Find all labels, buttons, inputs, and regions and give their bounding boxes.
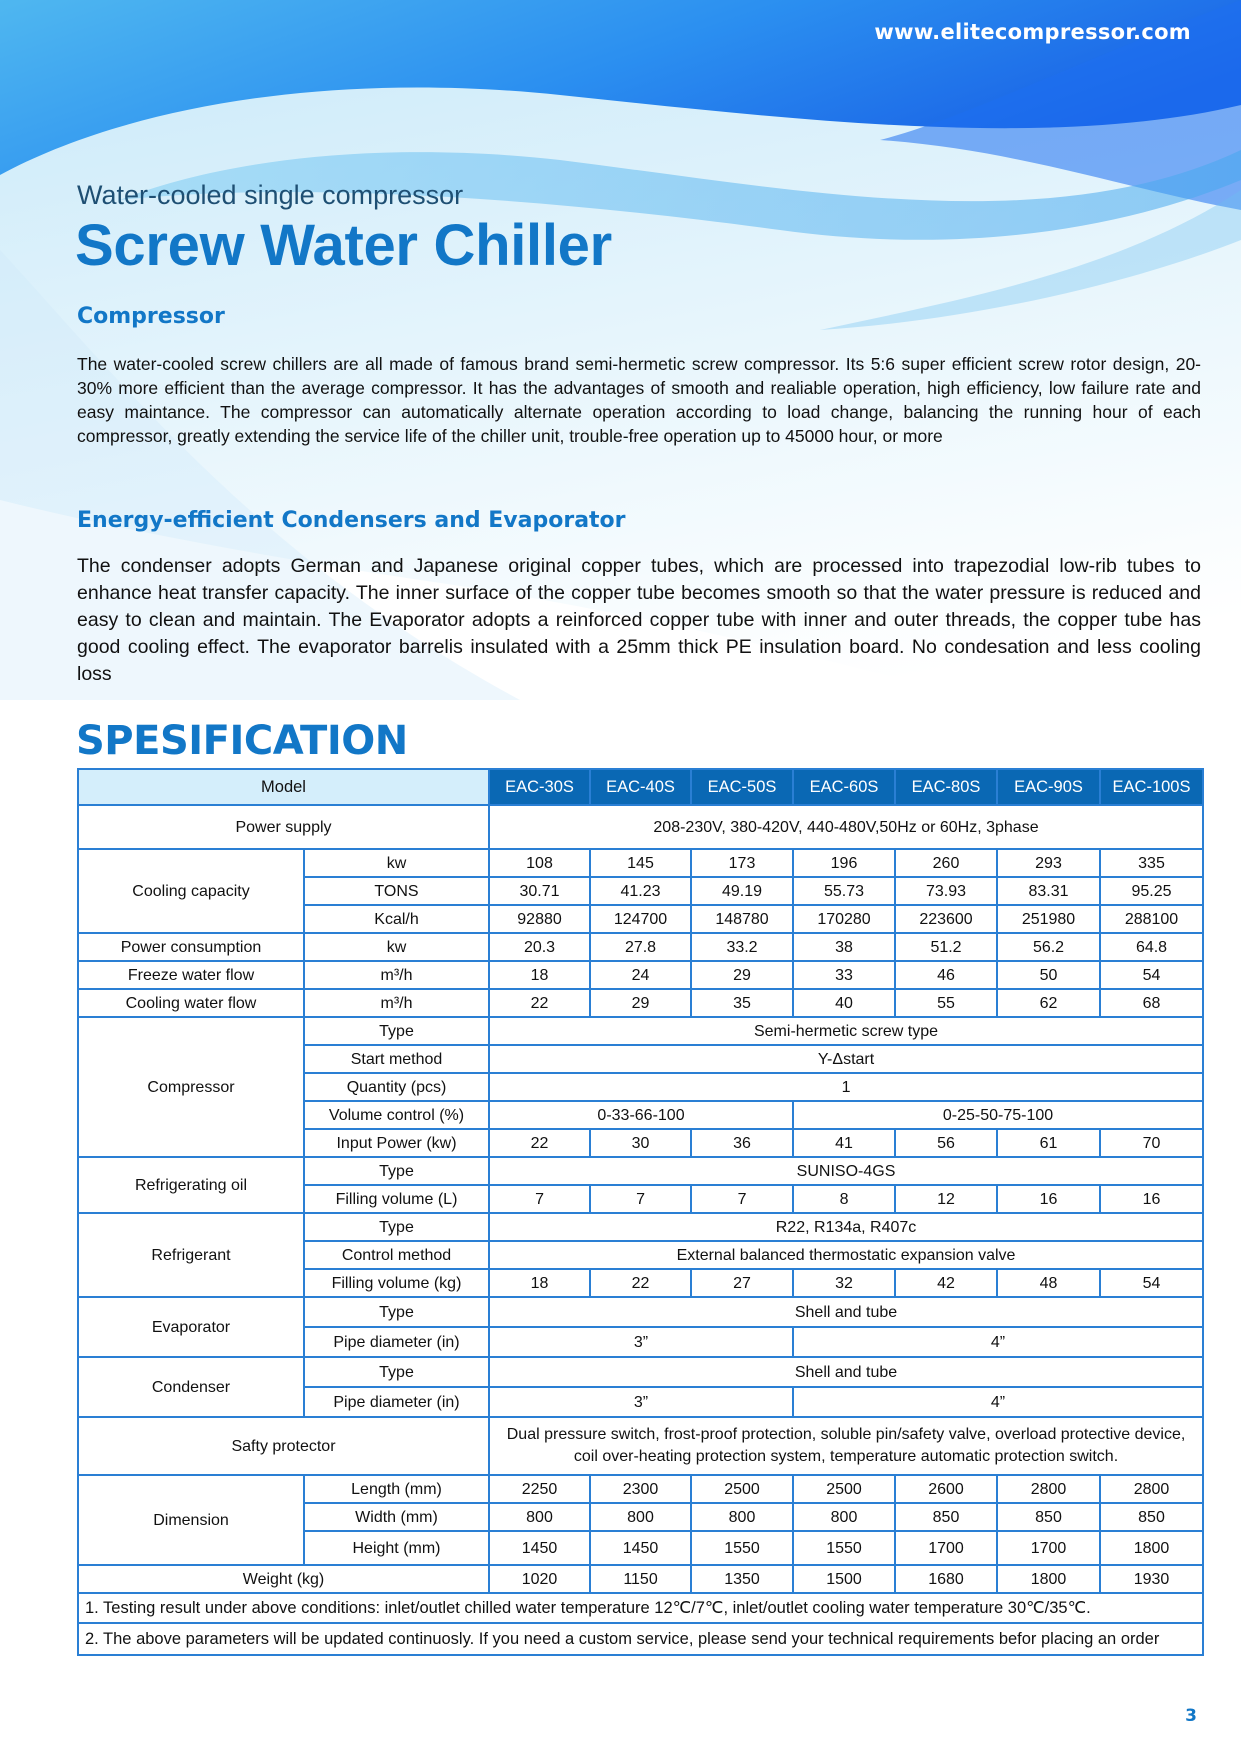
unit-cell: Filling volume (kg) <box>304 1269 489 1297</box>
table-row <box>78 933 1203 961</box>
value-cell: 2800 <box>997 1475 1100 1503</box>
value-cell: 1450 <box>590 1531 691 1565</box>
value-cell: 2600 <box>895 1475 997 1503</box>
unit-cell: m³/h <box>304 961 489 989</box>
unit-cell: Type <box>304 1157 489 1185</box>
website-url[interactable]: www.elitecompressor.com <box>874 20 1191 44</box>
value-cell: 288100 <box>1100 905 1203 933</box>
power-supply-label: Power supply <box>78 805 489 849</box>
value-cell: 173 <box>691 849 793 877</box>
value-cell: 46 <box>895 961 997 989</box>
value-cell: 8 <box>793 1185 895 1213</box>
unit-cell: TONS <box>304 877 489 905</box>
value-cell: 148780 <box>691 905 793 933</box>
value-cell: 62 <box>997 989 1100 1017</box>
value-cell: 124700 <box>590 905 691 933</box>
unit-cell: Pipe diameter (in) <box>304 1327 489 1357</box>
value-cell: 2250 <box>489 1475 590 1503</box>
value-cell: 29 <box>691 961 793 989</box>
value-cell: 16 <box>1100 1185 1203 1213</box>
value-cell: 800 <box>691 1503 793 1531</box>
value-cell: 1930 <box>1100 1565 1203 1593</box>
value-cell: 73.93 <box>895 877 997 905</box>
value-cell: 293 <box>997 849 1100 877</box>
table-row <box>78 849 1203 877</box>
table-row <box>78 1297 1203 1327</box>
power-consumption-label: Power consumption <box>78 933 304 961</box>
value-cell: 56.2 <box>997 933 1100 961</box>
table-row <box>78 989 1203 1017</box>
unit-cell: Pipe diameter (in) <box>304 1387 489 1417</box>
page-subtitle: Water-cooled single compressor <box>77 180 464 210</box>
value-cell: 22 <box>590 1269 691 1297</box>
unit-cell: kw <box>304 933 489 961</box>
value-cell: 251980 <box>997 905 1100 933</box>
value-cell: 1800 <box>997 1565 1100 1593</box>
value-cell: Shell and tube <box>489 1357 1203 1387</box>
value-cell: 38 <box>793 933 895 961</box>
table-row <box>78 1213 1203 1241</box>
value-cell: 7 <box>489 1185 590 1213</box>
value-cell: 2500 <box>793 1475 895 1503</box>
value-cell: 3” <box>489 1387 793 1417</box>
value-cell: External balanced thermostatic expansion valve <box>489 1241 1203 1269</box>
unit-cell: m³/h <box>304 989 489 1017</box>
value-cell: Y-Δstart <box>489 1045 1203 1073</box>
weight-label: Weight (kg) <box>78 1565 489 1593</box>
value-cell: 27 <box>691 1269 793 1297</box>
value-cell: 41 <box>793 1129 895 1157</box>
value-cell: 20.3 <box>489 933 590 961</box>
condenser-label: Condenser <box>78 1357 304 1417</box>
value-cell: 64.8 <box>1100 933 1203 961</box>
value-cell: 40 <box>793 989 895 1017</box>
table-row <box>78 1357 1203 1387</box>
value-cell: 32 <box>793 1269 895 1297</box>
value-cell: 196 <box>793 849 895 877</box>
model-header: EAC-50S <box>691 769 793 805</box>
value-cell: 22 <box>489 989 590 1017</box>
unit-cell: Start method <box>304 1045 489 1073</box>
value-cell: 92880 <box>489 905 590 933</box>
model-header: EAC-30S <box>489 769 590 805</box>
table-row <box>78 1157 1203 1185</box>
unit-cell: Width (mm) <box>304 1503 489 1531</box>
value-cell: 335 <box>1100 849 1203 877</box>
unit-cell: Volume control (%) <box>304 1101 489 1129</box>
value-cell: 2500 <box>691 1475 793 1503</box>
model-header: EAC-100S <box>1100 769 1203 805</box>
value-cell: 850 <box>1100 1503 1203 1531</box>
value-cell: 12 <box>895 1185 997 1213</box>
unit-cell: Kcal/h <box>304 905 489 933</box>
value-cell: 2800 <box>1100 1475 1203 1503</box>
specification-table <box>77 768 1204 1656</box>
value-cell: 18 <box>489 1269 590 1297</box>
value-cell: 1 <box>489 1073 1203 1101</box>
dimension-label: Dimension <box>78 1475 304 1565</box>
value-cell: 3” <box>489 1327 793 1357</box>
value-cell: 1700 <box>895 1531 997 1565</box>
compressor-heading: Compressor <box>77 304 225 329</box>
unit-cell: Type <box>304 1357 489 1387</box>
value-cell: 61 <box>997 1129 1100 1157</box>
table-row <box>78 805 1203 849</box>
specification-heading: SPESIFICATION <box>76 718 408 764</box>
page-title: Screw Water Chiller <box>75 213 612 278</box>
value-cell: 1350 <box>691 1565 793 1593</box>
value-cell: 27.8 <box>590 933 691 961</box>
value-cell: 42 <box>895 1269 997 1297</box>
value-cell: 7 <box>691 1185 793 1213</box>
value-cell: 18 <box>489 961 590 989</box>
freeze-water-flow-label: Freeze water flow <box>78 961 304 989</box>
value-cell: Semi-hermetic screw type <box>489 1017 1203 1045</box>
value-cell: 800 <box>590 1503 691 1531</box>
unit-cell: Input Power (kw) <box>304 1129 489 1157</box>
value-cell: 30.71 <box>489 877 590 905</box>
value-cell: 1150 <box>590 1565 691 1593</box>
value-cell: 145 <box>590 849 691 877</box>
oil-label: Refrigerating oil <box>78 1157 304 1213</box>
value-cell: 51.2 <box>895 933 997 961</box>
value-cell: 1450 <box>489 1531 590 1565</box>
value-cell: 0-33-66-100 <box>489 1101 793 1129</box>
value-cell: 1550 <box>793 1531 895 1565</box>
model-header: EAC-80S <box>895 769 997 805</box>
unit-cell: Length (mm) <box>304 1475 489 1503</box>
value-cell: 48 <box>997 1269 1100 1297</box>
table-note: 2. The above parameters will be updated continuosly. If you need a custom service, please send your technical requirements befor placing an order <box>78 1623 1203 1655</box>
value-cell: 29 <box>590 989 691 1017</box>
table-row <box>78 1623 1203 1655</box>
value-cell: 1500 <box>793 1565 895 1593</box>
value-cell: 1020 <box>489 1565 590 1593</box>
value-cell: 1800 <box>1100 1531 1203 1565</box>
value-cell: 108 <box>489 849 590 877</box>
value-cell: 49.19 <box>691 877 793 905</box>
value-cell: 7 <box>590 1185 691 1213</box>
value-cell: 22 <box>489 1129 590 1157</box>
value-cell: 4” <box>793 1327 1203 1357</box>
compressor-label: Compressor <box>78 1017 304 1157</box>
value-cell: 4” <box>793 1387 1203 1417</box>
value-cell: 95.25 <box>1100 877 1203 905</box>
unit-cell: Filling volume (L) <box>304 1185 489 1213</box>
safety-label: Safty protector <box>78 1417 489 1475</box>
power-supply-value: 208-230V, 380-420V, 440-480V,50Hz or 60Hz, 3phase <box>489 805 1203 849</box>
cooling-water-flow-label: Cooling water flow <box>78 989 304 1017</box>
model-header: EAC-40S <box>590 769 691 805</box>
value-cell: 30 <box>590 1129 691 1157</box>
value-cell: 850 <box>895 1503 997 1531</box>
value-cell: 35 <box>691 989 793 1017</box>
model-label: Model <box>78 769 489 805</box>
value-cell: 55.73 <box>793 877 895 905</box>
value-cell: 1700 <box>997 1531 1100 1565</box>
value-cell: 68 <box>1100 989 1203 1017</box>
value-cell: 0-25-50-75-100 <box>793 1101 1203 1129</box>
value-cell: 850 <box>997 1503 1100 1531</box>
unit-cell: kw <box>304 849 489 877</box>
condensers-heading: Energy-efficient Condensers and Evaporator <box>77 508 626 533</box>
compressor-paragraph: The water-cooled screw chillers are all made of famous brand semi-hermetic screw compressor. Its 5:6 super efficient screw rotor design, 20-30% more efficient than the average compressor. It has the advantages of smooth and realiable operation, high efficiency, low failure rate and easy maintance. The compressor can automatically alternate operation according to load change, balancing the running hour of each compressor, greatly extending the service life of the chiller unit, trouble-free operation up to 45000 hour, or more <box>77 354 1201 446</box>
cooling-capacity-label: Cooling capacity <box>78 849 304 933</box>
unit-cell: Type <box>304 1017 489 1045</box>
value-cell: SUNISO-4GS <box>489 1157 1203 1185</box>
value-cell: 33 <box>793 961 895 989</box>
value-cell: 24 <box>590 961 691 989</box>
value-cell: 41.23 <box>590 877 691 905</box>
table-row <box>78 1017 1203 1045</box>
value-cell: 800 <box>793 1503 895 1531</box>
unit-cell: Quantity (pcs) <box>304 1073 489 1101</box>
value-cell: 54 <box>1100 961 1203 989</box>
value-cell: 223600 <box>895 905 997 933</box>
unit-cell: Height (mm) <box>304 1531 489 1565</box>
value-cell: 33.2 <box>691 933 793 961</box>
value-cell: 55 <box>895 989 997 1017</box>
value-cell: 260 <box>895 849 997 877</box>
evaporator-label: Evaporator <box>78 1297 304 1357</box>
unit-cell: Type <box>304 1213 489 1241</box>
refrigerant-label: Refrigerant <box>78 1213 304 1297</box>
table-row <box>78 1565 1203 1593</box>
value-cell: 56 <box>895 1129 997 1157</box>
value-cell: 83.31 <box>997 877 1100 905</box>
value-cell: 800 <box>489 1503 590 1531</box>
value-cell: 16 <box>997 1185 1100 1213</box>
table-header-row <box>78 769 1203 805</box>
table-row <box>78 1417 1203 1475</box>
value-cell: 36 <box>691 1129 793 1157</box>
table-row <box>78 1475 1203 1503</box>
value-cell: 54 <box>1100 1269 1203 1297</box>
table-row <box>78 1593 1203 1623</box>
value-cell: 50 <box>997 961 1100 989</box>
value-cell: Shell and tube <box>489 1297 1203 1327</box>
model-header: EAC-60S <box>793 769 895 805</box>
unit-cell: Type <box>304 1297 489 1327</box>
value-cell: 170280 <box>793 905 895 933</box>
table-row <box>78 961 1203 989</box>
value-cell: 1550 <box>691 1531 793 1565</box>
value-cell: 70 <box>1100 1129 1203 1157</box>
unit-cell: Control method <box>304 1241 489 1269</box>
value-cell: R22, R134a, R407c <box>489 1213 1203 1241</box>
safety-value: Dual pressure switch, frost-proof protection, soluble pin/safety valve, overload protective device, coil over-heating protection system, temperature automatic protection switch. <box>489 1417 1203 1475</box>
page-number: 3 <box>1185 1706 1197 1726</box>
model-header: EAC-90S <box>997 769 1100 805</box>
value-cell: 2300 <box>590 1475 691 1503</box>
value-cell: 1680 <box>895 1565 997 1593</box>
table-note: 1. Testing result under above conditions: inlet/outlet chilled water temperature 12℃/7℃, inlet/outlet cooling water temperature 30℃/35℃. <box>78 1593 1203 1623</box>
condensers-paragraph: The condenser adopts German and Japanese original copper tubes, which are processed into trapezodial low-rib tubes to enhance heat transfer capacity. The inner surface of the copper tube becomes smooth so that the water pressure is reduced and easy to clean and maintain. The Evaporator adopts a reinforced copper tube with inner and outer threads, the copper tube has good cooling effect. The evaporator barrelis insulated with a 25mm thick PE insulation board. No condesation and less cooling loss <box>77 555 1201 685</box>
